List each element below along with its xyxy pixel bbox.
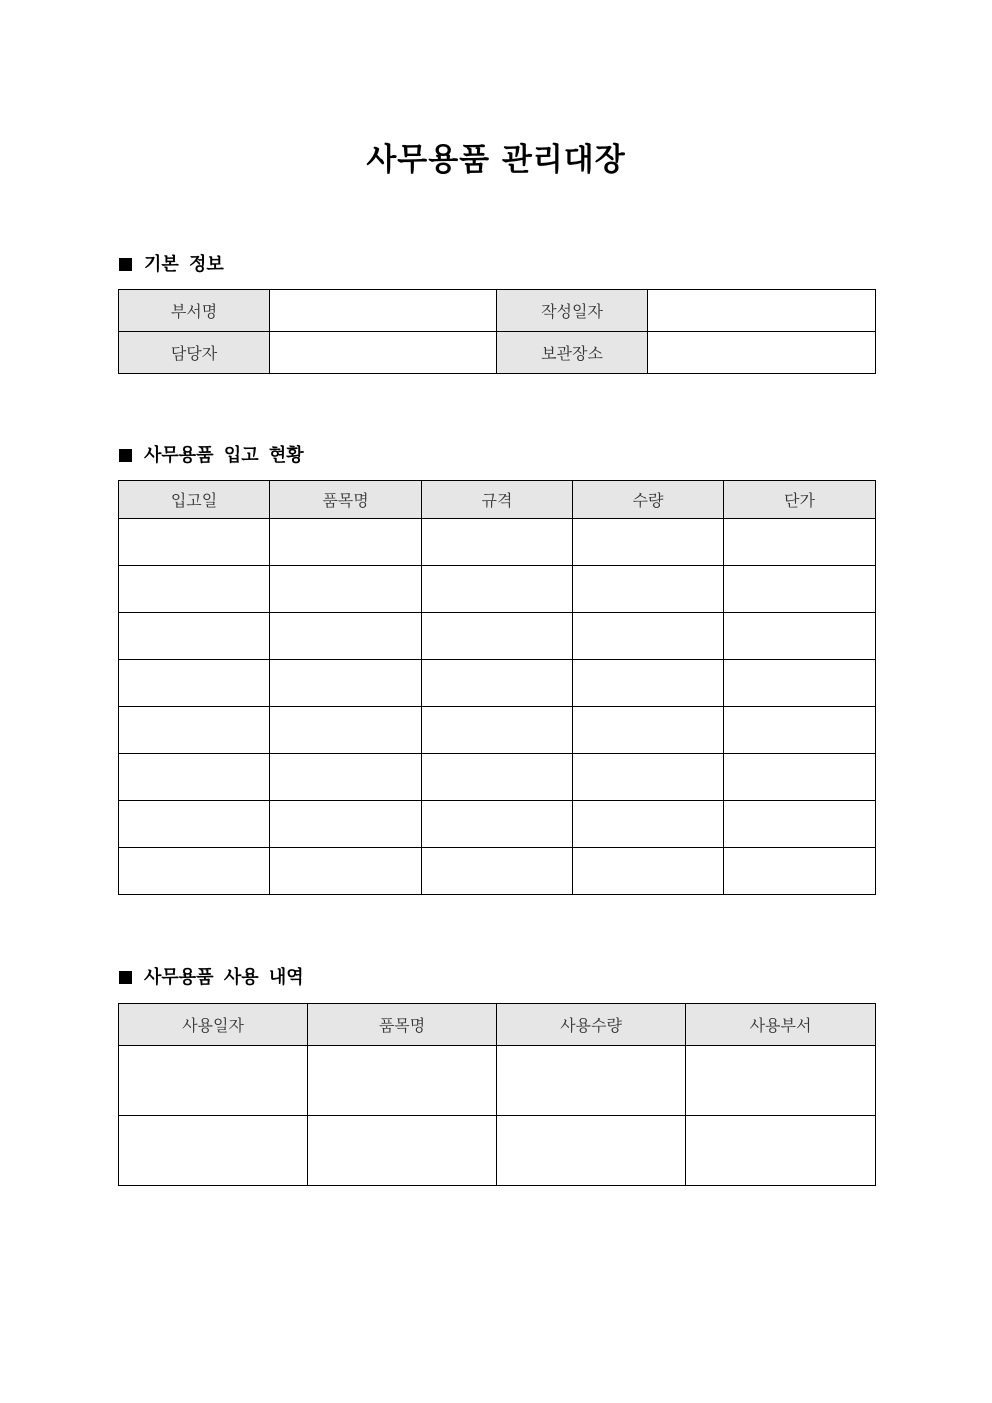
section-heading-text: 사무용품 사용 내역 — [144, 967, 304, 988]
table-row — [119, 566, 876, 613]
table-cell[interactable] — [119, 707, 270, 754]
field-label-date-written: 작성일자 — [497, 290, 648, 332]
section-heading-receipt — [119, 445, 304, 467]
column-header-spec: 규격 — [422, 481, 573, 519]
table-cell[interactable] — [724, 707, 876, 754]
table-cell[interactable] — [422, 801, 573, 848]
table-row — [119, 1046, 876, 1116]
table-cell[interactable] — [686, 1046, 876, 1116]
table-cell[interactable] — [724, 660, 876, 707]
square-bullet-icon — [119, 971, 132, 984]
section-heading-basic-info — [119, 254, 224, 276]
document-title: 사무용품 관리대장 — [366, 142, 626, 178]
field-label-manager: 담당자 — [119, 332, 270, 374]
table-row — [119, 801, 876, 848]
table-cell[interactable] — [724, 848, 876, 895]
field-label-department: 부서명 — [119, 290, 270, 332]
table-cell[interactable] — [422, 754, 573, 801]
table-cell[interactable] — [573, 613, 724, 660]
table-row — [119, 660, 876, 707]
table-cell[interactable] — [119, 754, 270, 801]
field-value-manager[interactable] — [270, 332, 497, 374]
table-cell[interactable] — [724, 613, 876, 660]
table-cell[interactable] — [119, 660, 270, 707]
table-cell[interactable] — [270, 801, 422, 848]
column-header-usage-date: 사용일자 — [119, 1004, 308, 1046]
table-cell[interactable] — [270, 519, 422, 566]
column-header-item-name: 품목명 — [270, 481, 422, 519]
field-value-date-written[interactable] — [648, 290, 876, 332]
table-cell[interactable] — [119, 801, 270, 848]
section-heading-text: 사무용품 입고 현황 — [144, 445, 304, 466]
table-header-row — [119, 1004, 876, 1046]
field-label-storage-location: 보관장소 — [497, 332, 648, 374]
table-cell[interactable] — [119, 1046, 308, 1116]
table-cell[interactable] — [422, 660, 573, 707]
square-bullet-icon — [119, 449, 132, 462]
column-header-quantity: 수량 — [573, 481, 724, 519]
table-cell[interactable] — [724, 801, 876, 848]
table-cell[interactable] — [270, 754, 422, 801]
column-header-receipt-date: 입고일 — [119, 481, 270, 519]
table-cell[interactable] — [422, 519, 573, 566]
table-row — [119, 848, 876, 895]
square-bullet-icon — [119, 258, 132, 271]
table-row — [119, 613, 876, 660]
table-cell[interactable] — [724, 519, 876, 566]
table-cell[interactable] — [270, 848, 422, 895]
table-cell[interactable] — [724, 754, 876, 801]
table-cell[interactable] — [573, 848, 724, 895]
table-cell[interactable] — [422, 848, 573, 895]
table-cell[interactable] — [119, 519, 270, 566]
table-cell[interactable] — [497, 1046, 686, 1116]
basic-info-row — [119, 332, 876, 374]
section-heading-usage — [119, 967, 304, 989]
table-cell[interactable] — [573, 519, 724, 566]
table-cell[interactable] — [573, 707, 724, 754]
table-cell[interactable] — [308, 1116, 497, 1186]
column-header-usage-quantity: 사용수량 — [497, 1004, 686, 1046]
table-cell[interactable] — [119, 848, 270, 895]
receipt-table — [118, 480, 876, 895]
column-header-item-name: 품목명 — [308, 1004, 497, 1046]
basic-info-table — [118, 289, 876, 374]
table-cell[interactable] — [270, 707, 422, 754]
table-cell[interactable] — [119, 613, 270, 660]
table-cell[interactable] — [573, 660, 724, 707]
table-cell[interactable] — [573, 754, 724, 801]
table-cell[interactable] — [422, 613, 573, 660]
table-cell[interactable] — [270, 566, 422, 613]
table-cell[interactable] — [724, 566, 876, 613]
usage-table — [118, 1003, 876, 1186]
table-cell[interactable] — [422, 707, 573, 754]
table-header-row — [119, 481, 876, 519]
column-header-usage-department: 사용부서 — [686, 1004, 876, 1046]
table-row — [119, 519, 876, 566]
basic-info-row — [119, 290, 876, 332]
section-heading-text: 기본 정보 — [144, 254, 224, 275]
table-cell[interactable] — [270, 660, 422, 707]
field-value-storage-location[interactable] — [648, 332, 876, 374]
table-cell[interactable] — [119, 566, 270, 613]
field-value-department[interactable] — [270, 290, 497, 332]
table-cell[interactable] — [573, 801, 724, 848]
table-cell[interactable] — [686, 1116, 876, 1186]
table-cell[interactable] — [119, 1116, 308, 1186]
table-cell[interactable] — [270, 613, 422, 660]
table-row — [119, 754, 876, 801]
table-cell[interactable] — [308, 1046, 497, 1116]
table-cell[interactable] — [422, 566, 573, 613]
column-header-unit-price: 단가 — [724, 481, 876, 519]
table-row — [119, 707, 876, 754]
table-row — [119, 1116, 876, 1186]
table-cell[interactable] — [573, 566, 724, 613]
table-cell[interactable] — [497, 1116, 686, 1186]
